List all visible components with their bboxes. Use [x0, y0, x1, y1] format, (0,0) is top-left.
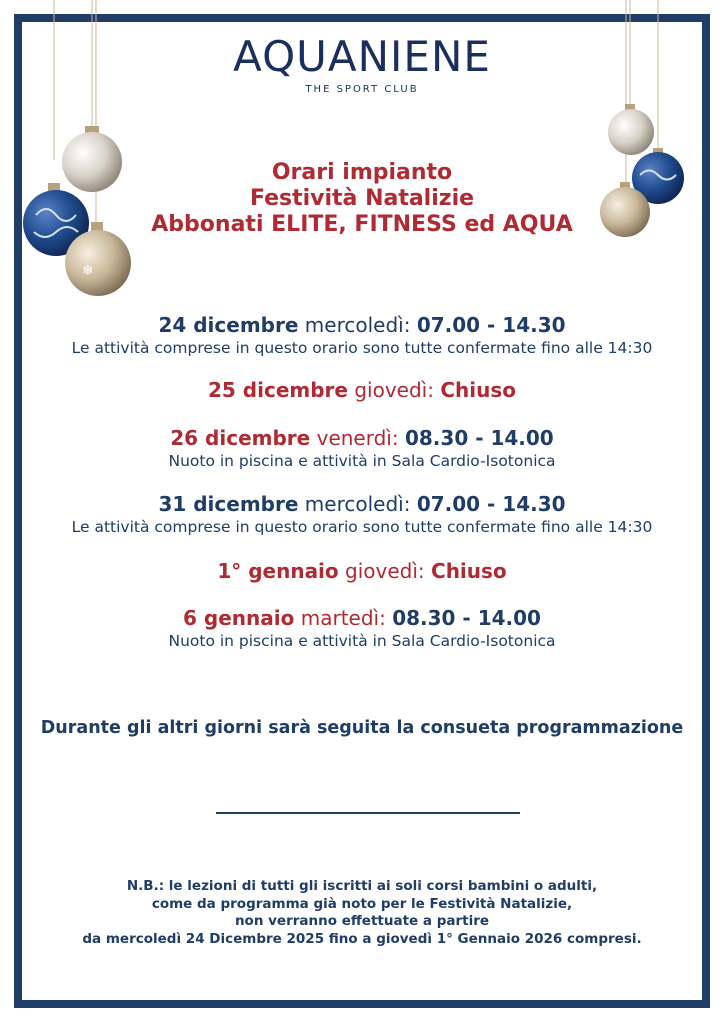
entry-separator: : — [391, 426, 399, 450]
entry-date: 25 dicembre — [208, 378, 348, 402]
schedule-entry — [0, 491, 724, 537]
page-title — [0, 160, 724, 238]
entry-weekday: giovedì — [354, 378, 428, 402]
entry-hours: 07.00 - 14.30 — [416, 492, 566, 516]
entry-note: Nuoto in piscina e attività in Sala Cardio-Isotonica — [168, 452, 556, 470]
entry-separator: : — [427, 378, 434, 402]
entry-note: Le attività comprese in questo orario sono tutte confermate fino alle 14:30 — [71, 518, 653, 536]
entry-separator: : — [403, 492, 411, 516]
logo-wordmark: AQUANIENE — [233, 32, 491, 81]
entry-date: 26 dicembre — [170, 426, 311, 450]
christmas-ornament-icon — [608, 109, 654, 155]
schedule-entry — [0, 377, 724, 403]
entry-date: 31 dicembre — [158, 492, 299, 516]
schedule-entry — [0, 605, 724, 651]
christmas-ornament-icon — [65, 230, 131, 296]
schedule-entry — [0, 425, 724, 471]
entry-separator: : — [403, 313, 411, 337]
title-line-1: Orari impianto — [271, 160, 453, 185]
nb-line: N.B.: le lezioni di tutti gli iscritti ai soli corsi bambini o adulti, — [126, 878, 598, 894]
divider — [216, 812, 520, 814]
entry-separator: : — [379, 606, 386, 630]
entry-date: 1° gennaio — [217, 559, 339, 583]
entry-note: Le attività comprese in questo orario sono tutte confermate fino alle 14:30 — [71, 339, 653, 357]
nb-note — [0, 878, 724, 948]
entry-hours: 08.30 - 14.00 — [404, 426, 554, 450]
title-line-2: Festività Natalizie — [249, 186, 475, 211]
svg-text:❄: ❄ — [82, 263, 94, 279]
nb-line: da mercoledì 24 Dicembre 2025 fino a giovedì 1° Gennaio 2026 compresi. — [82, 930, 642, 947]
nb-line: non verranno effettuate a partire — [234, 913, 490, 929]
title-line-3: Abbonati ELITE, FITNESS ed AQUA — [151, 212, 573, 237]
entry-weekday: mercoledì — [304, 313, 404, 337]
entry-hours: Chiuso — [440, 378, 516, 402]
logo — [0, 34, 724, 95]
entry-date: 6 gennaio — [183, 606, 295, 630]
entry-weekday: martedì — [300, 606, 380, 630]
entry-hours: Chiuso — [431, 559, 507, 583]
schedule-entry — [0, 312, 724, 358]
logo-tagline: THE SPORT CLUB — [305, 84, 419, 95]
entry-date: 24 dicembre — [158, 313, 299, 337]
entry-weekday: venerdì — [316, 426, 392, 450]
entry-weekday: mercoledì — [304, 492, 404, 516]
schedule-entry — [0, 558, 724, 584]
entry-hours: 08.30 - 14.00 — [392, 606, 541, 630]
entry-separator: : — [417, 559, 425, 583]
entry-weekday: giovedì — [345, 559, 418, 583]
entry-note: Nuoto in piscina e attività in Sala Cardio-Isotonica — [168, 632, 556, 650]
other-days-notice: Durante gli altri giorni sarà seguita la consueta programmazione — [40, 718, 684, 738]
entry-hours: 07.00 - 14.30 — [416, 313, 566, 337]
nb-line: come da programma già noto per le Festività Natalizie, — [151, 895, 573, 912]
